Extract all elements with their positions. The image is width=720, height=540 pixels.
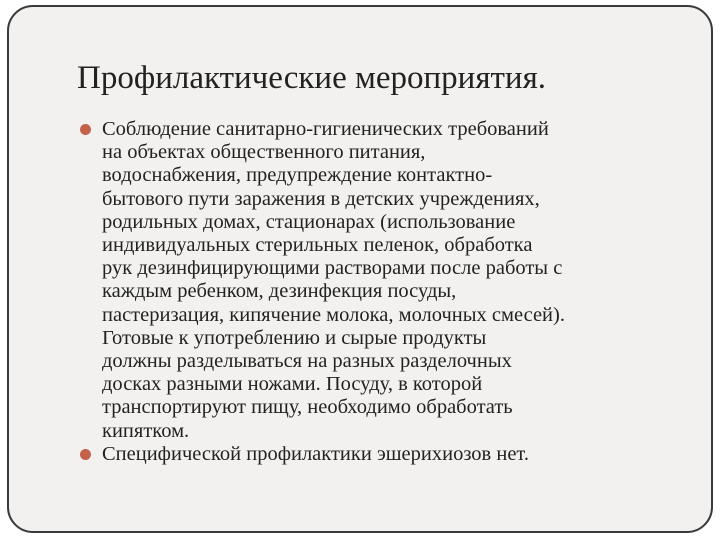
bullet-line: досках разными ножами. Посуду, в которой [102, 373, 483, 396]
bullet-item-prevention-measures [78, 118, 688, 443]
bullet-dot-icon [80, 449, 91, 460]
bullet-line: водоснабжения, предупреждение контактно- [102, 164, 493, 187]
bullet-line: транспортируют пищу, необходимо обработать [102, 396, 513, 419]
bullet-line: каждым ребенком, дезинфекция посуды, [102, 280, 457, 303]
bullet-line: Готовые к употреблению и сырые продукты [102, 326, 487, 349]
bullet-line: должны разделываться на разных разделочных [102, 350, 512, 373]
bullet-line: Соблюдение санитарно-гигиенических требований [102, 118, 549, 140]
bullet-line: Специфической профилактики эшерихиозов нет. [102, 442, 529, 465]
bullet-line: бытового пути заражения в детских учреждениях, [102, 187, 540, 210]
bullet-line: индивидуальных стерильных пеленок, обработка [102, 234, 533, 257]
bullet-list [78, 118, 688, 466]
bullet-line: рук дезинфицирующими растворами после работы с [102, 257, 563, 280]
bullet-line: на объектах общественного питания, [102, 141, 426, 164]
bullet-line: родильных домах, стационарах (использование [102, 210, 516, 233]
slide-title: Профилактические мероприятия. [77, 60, 547, 96]
bullet-line: пастеризация, кипячение молока, молочных смесей). [102, 303, 565, 326]
bullet-dot-icon [80, 124, 91, 135]
bullet-line: кипятком. [102, 419, 190, 442]
bullet-item-no-specific-prophylaxis [78, 443, 688, 466]
